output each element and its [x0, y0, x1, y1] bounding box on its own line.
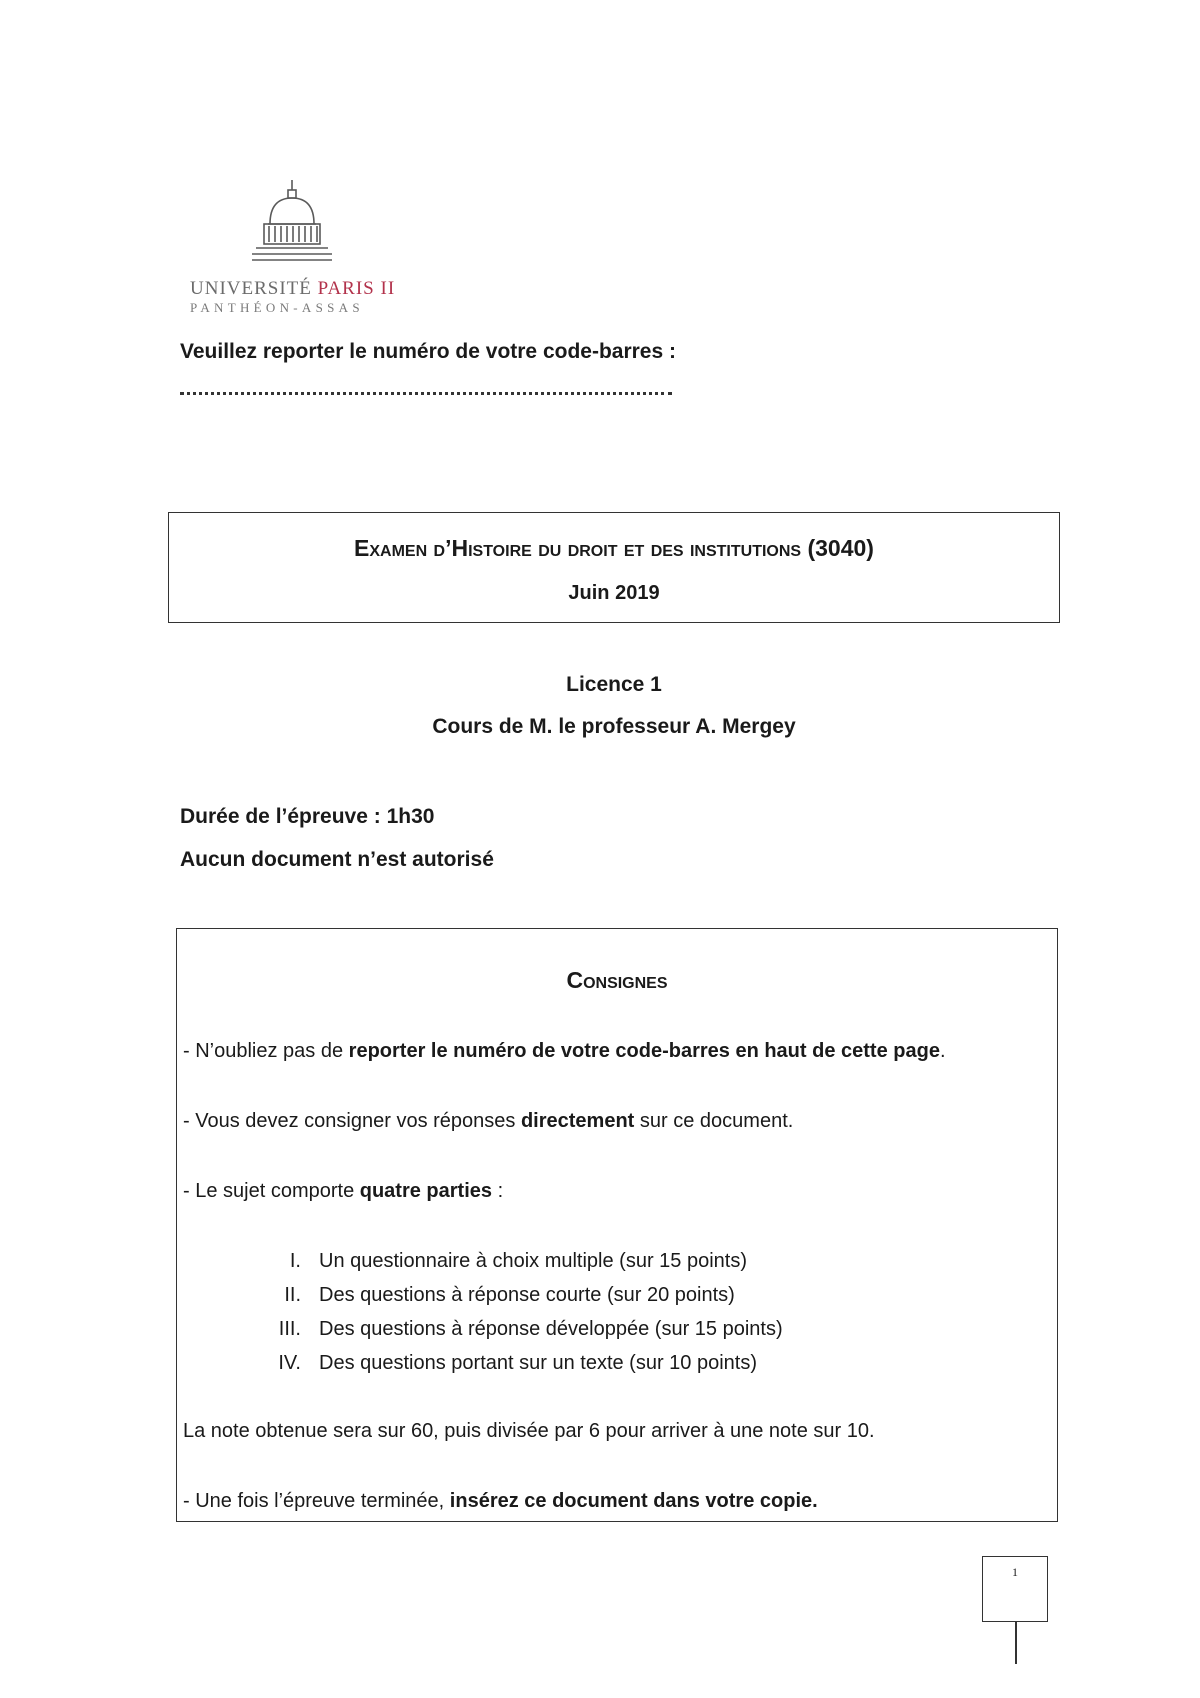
- instruction-parts: [183, 1180, 503, 1203]
- part-number: I.: [289, 1250, 301, 1272]
- instruction-barcode: [183, 1040, 946, 1063]
- part-number: III.: [278, 1318, 301, 1340]
- part-number: II.: [284, 1284, 301, 1306]
- instruction-insert: [183, 1490, 818, 1513]
- page-number-box: [982, 1556, 1048, 1622]
- exam-date: Juin 2019: [568, 582, 660, 604]
- exam-title: Examen d’Histoire du droit et des institutions (3040): [354, 535, 874, 561]
- university-name-part1: UNIVERSITÉ: [190, 278, 312, 299]
- part-text: Des questions portant sur un texte (sur 10 points): [319, 1352, 758, 1374]
- instructions-box: [176, 928, 1058, 1522]
- instruction-text: .: [939, 1040, 946, 1062]
- page-marker-line: [1015, 1622, 1017, 1664]
- course-label: Cours de M. le professeur A. Mergey: [432, 715, 796, 738]
- pantheon-dome-icon: [250, 178, 334, 270]
- barcode-input-line[interactable]: [180, 392, 672, 395]
- part-text: Un questionnaire à choix multiple (sur 15 points): [319, 1250, 747, 1272]
- duration-label: Durée de l’épreuve : 1h30: [180, 805, 435, 828]
- instruction-emphasis: insérez ce document dans votre copie.: [449, 1490, 818, 1512]
- part-number: IV.: [278, 1352, 301, 1374]
- parts-list: [257, 1250, 783, 1386]
- instruction-emphasis: directement: [520, 1110, 635, 1132]
- university-logo: [186, 178, 396, 318]
- instruction-text: - Le sujet comporte: [183, 1180, 360, 1202]
- instructions-title: Consignes: [566, 967, 668, 993]
- instruction-text: sur ce document.: [634, 1110, 794, 1132]
- part-text: Des questions à réponse courte (sur 20 points): [319, 1284, 735, 1306]
- instruction-text: - N’oubliez pas de: [183, 1040, 349, 1062]
- barcode-label: Veuillez reporter le numéro de votre code-barres :: [180, 340, 676, 363]
- instruction-emphasis: quatre parties: [359, 1180, 493, 1202]
- part-text: Des questions à réponse développée (sur 15 points): [319, 1318, 783, 1340]
- university-name: [190, 278, 395, 300]
- list-item: [257, 1352, 783, 1386]
- documents-rule: Aucun document n’est autorisé: [180, 848, 494, 871]
- list-item: [257, 1318, 783, 1352]
- list-item: [257, 1284, 783, 1318]
- level-label: Licence 1: [566, 673, 662, 696]
- university-name-part2: PARIS II: [317, 278, 396, 299]
- grading-note: La note obtenue sera sur 60, puis divisée par 6 pour arriver à une note sur 10.: [183, 1420, 875, 1442]
- instruction-answers: [183, 1110, 793, 1133]
- instruction-emphasis: reporter le numéro de votre code-barres en haut de cette page: [348, 1040, 940, 1062]
- page-number: 1: [1012, 1565, 1018, 1579]
- exam-title-box: [168, 512, 1060, 623]
- instruction-text: :: [492, 1180, 504, 1202]
- list-item: [257, 1250, 783, 1284]
- instruction-text: - Une fois l’épreuve terminée,: [183, 1490, 450, 1512]
- university-subtitle: PANTHÉON-ASSAS: [190, 300, 364, 315]
- instruction-text: - Vous devez consigner vos réponses: [183, 1110, 521, 1132]
